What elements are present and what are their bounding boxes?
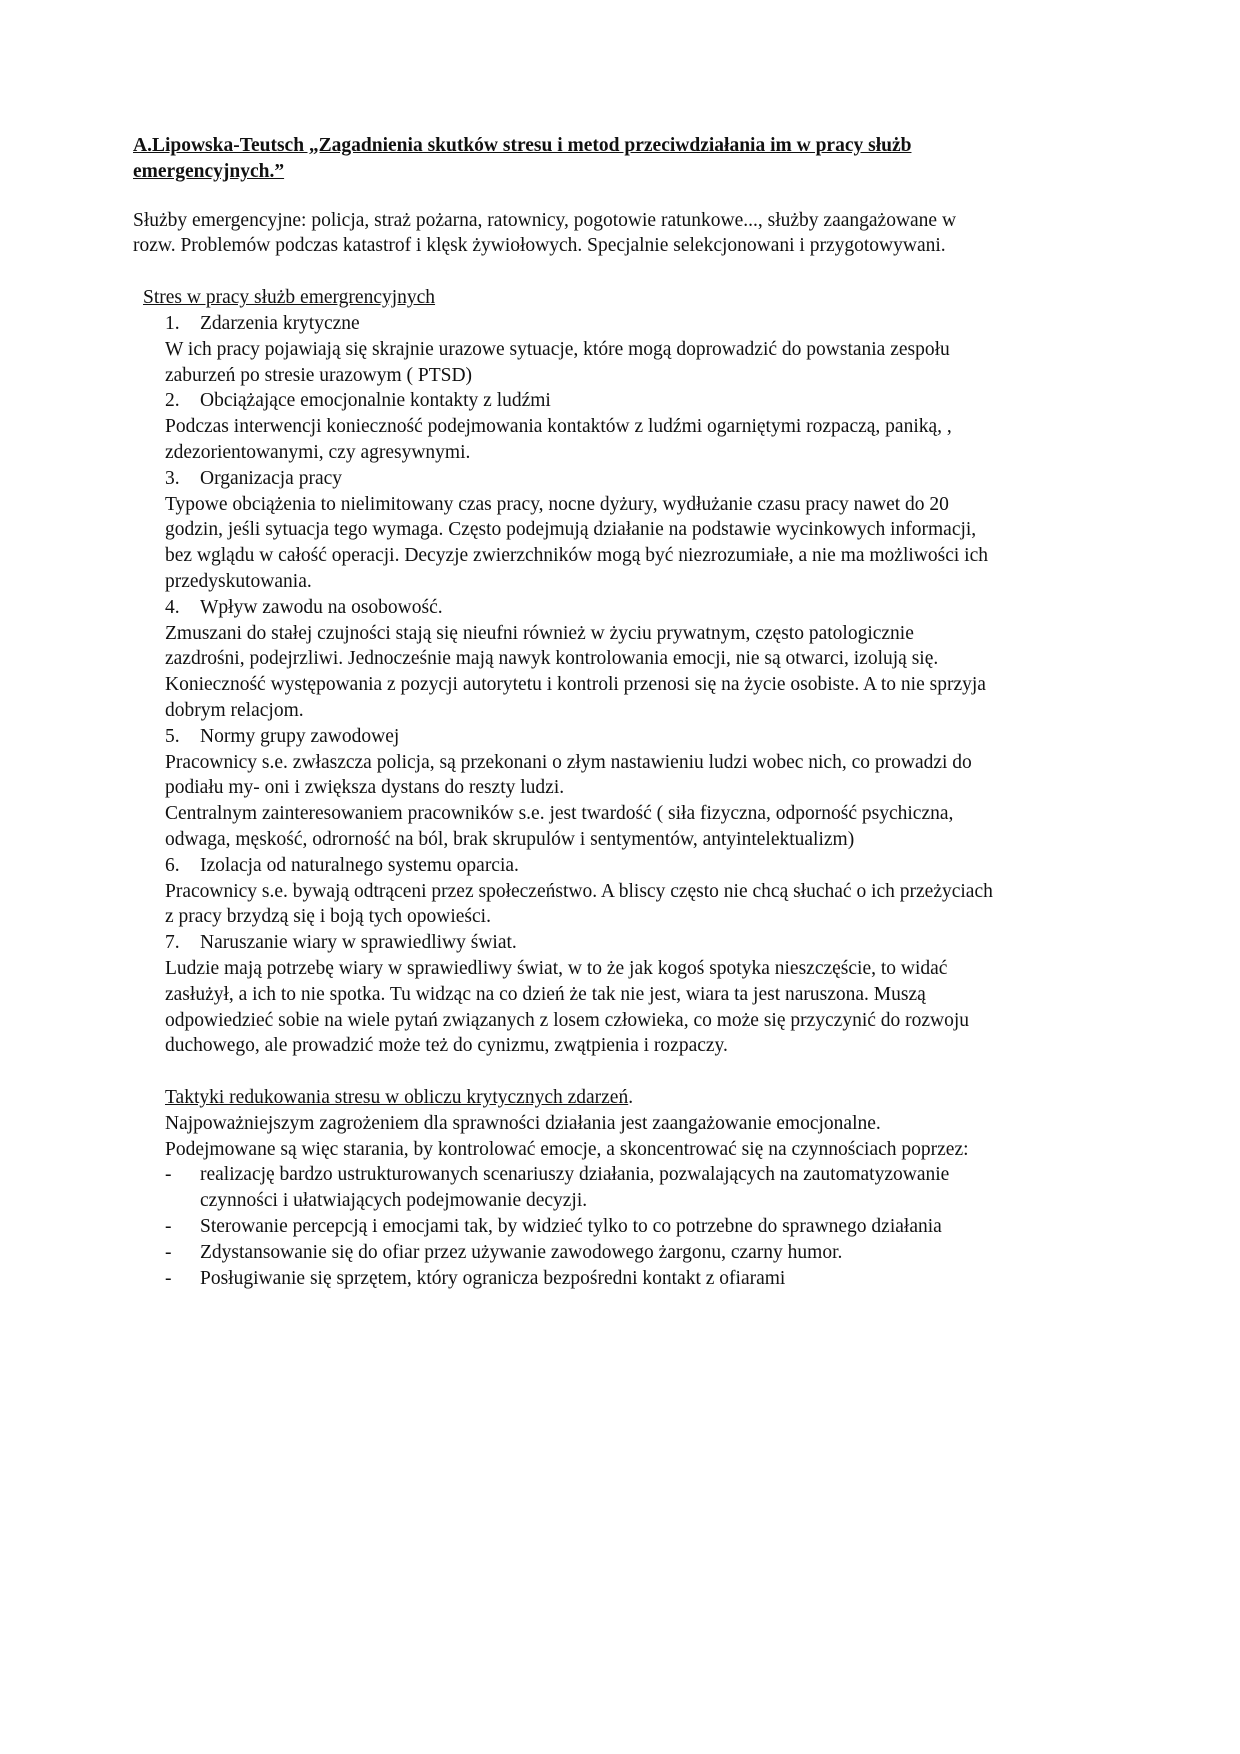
bullet-dash: - [165, 1241, 172, 1263]
stress-factors-list [165, 311, 993, 1059]
item-number: 7. [165, 932, 180, 954]
item-title: Izolacja od naturalnego systemu oparcia. [200, 854, 519, 876]
bullet-dash: - [165, 1216, 172, 1238]
item-title: Normy grupy zawodowej [200, 725, 400, 747]
section-heading [165, 1085, 993, 1111]
item-body: Podczas interwencji konieczność podejmowania kontaktów z ludźmi ogarniętymi rozpaczą, paniką, , zdezorientowanymi, czy agresywnymi. [165, 416, 952, 463]
item-title: Obciążające emocjonalnie kontakty z ludźmi [200, 390, 551, 412]
document-page [133, 133, 993, 1291]
item-number: 2. [165, 390, 180, 412]
list-item [165, 930, 993, 956]
item-body: Pracownicy s.e. bywają odtrąceni przez społeczeństwo. A bliscy często nie chcą słuchać o ich przeżyciach z pracy brzydzą się i boją tych opowieści. [165, 880, 993, 928]
bullet-item [165, 1162, 993, 1214]
item-title: Naruszanie wiary w sprawiedliwy świat. [200, 932, 517, 954]
list-item [165, 724, 993, 750]
heading-suffix: . [628, 1087, 634, 1109]
item-body: Zmuszani do stałej czujności stają się nieufni również w życiu prywatnym, często patologicznie zazdrośni, podejrzliwi. Jednocześnie mają nawyk kontrolowania emocji, nie są otwarci, izolują się. Konieczność występowania z pozycji autorytetu i kontroli przenosi się na życie osobiste. A to nie sprzyja dobrym relacjom. [165, 622, 986, 721]
tactics-intro: Najpoważniejszym zagrożeniem dla sprawności działania jest zaangażowanie emocjonalne. Podejmowane są więc starania, by kontrolować emocje, a skoncentrować się na czynnościach poprzez: [165, 1112, 969, 1160]
item-body: Typowe obciążenia to nielimitowany czas pracy, nocne dyżury, wydłużanie czasu pracy nawet do 20 godzin, jeśli sytuacja tego wymaga. Często podejmują działanie na podstawie wycinkowych informacji, bez wglądu w całość operacji. Decyzje zwierzchników mogą być niezrozumiałe, a nie ma możliwości ich przedyskutowania. [165, 493, 988, 592]
list-item [165, 853, 993, 879]
item-body: Centralnym zainteresowaniem pracowników s.e. jest twardość ( siła fizyczna, odporność psychiczna, odwaga, męskość, odrorność na ból, brak skrupulów i sentymentów, antyintelektualizm) [165, 803, 954, 850]
item-title: Organizacja pracy [200, 467, 343, 489]
item-body: W ich pracy pojawiają się skrajnie urazowe sytuacje, które mogą doprowadzić do powstania zespołu zaburzeń po stresie urazowym ( PTSD) [165, 338, 950, 386]
bullet-text: Posługiwanie się sprzętem, który ogranicza bezpośredni kontakt z ofiarami [200, 1267, 786, 1289]
item-number: 3. [165, 467, 180, 489]
item-body: Pracownicy s.e. zwłaszcza policja, są przekonani o złym nastawieniu ludzi wobec nich, co prowadzi do podiału my- oni i zwiększa dystans do reszty ludzi. [165, 751, 972, 799]
bullet-text: Sterowanie percepcją i emocjami tak, by widzieć tylko to co potrzebne do sprawnego działania [200, 1216, 942, 1238]
bullet-dash: - [165, 1164, 172, 1186]
bullet-item [165, 1266, 993, 1292]
bullet-item [165, 1240, 993, 1266]
list-item [165, 311, 993, 337]
section-stress [133, 285, 993, 1059]
item-title: Zdarzenia krytyczne [200, 312, 360, 334]
tactics-list [165, 1162, 993, 1291]
document-title: A.Lipowska-Teutsch „Zagadnienia skutków stresu i metod przeciwdziałania im w pracy służb emergencyjnych.” [133, 135, 912, 182]
item-number: 6. [165, 854, 180, 876]
section-heading: Stres w pracy służb emergrencyjnych [143, 287, 436, 309]
bullet-text: Zdystansowanie się do ofiar przez używanie zawodowego żargonu, czarny humor. [200, 1241, 843, 1263]
item-title: Wpływ zawodu na osobowość. [200, 596, 443, 618]
bullet-item [165, 1214, 993, 1240]
list-item [165, 595, 993, 621]
bullet-text: realizację bardzo ustrukturowanych scenariuszy działania, pozwalających na zautomatyzowanie czynności i ułatwiających podejmowanie decyzji. [200, 1164, 950, 1212]
tactics-heading: Taktyki redukowania stresu w obliczu krytycznych zdarzeń [165, 1087, 629, 1109]
item-number: 4. [165, 596, 180, 618]
bullet-dash: - [165, 1267, 172, 1289]
list-item [165, 466, 993, 492]
list-item [165, 388, 993, 414]
item-number: 1. [165, 312, 180, 334]
item-number: 5. [165, 725, 180, 747]
intro-paragraph: Służby emergencyjne: policja, straż pożarna, ratownicy, pogotowie ratunkowe..., służby zaangażowane w rozw. Problemów podczas katastrof i klęsk żywiołowych. Specjalnie selekcjonowani i przygotowywani. [133, 209, 957, 257]
section-tactics [165, 1085, 993, 1291]
item-body: Ludzie mają potrzebę wiary w sprawiedliwy świat, w to że jak kogoś spotyka nieszczęście, to widać zasłużył, a ich to nie spotka. Tu widząc na co dzień że tak nie jest, wiara ta jest naruszona. Muszą odpowiedzieć sobie na wiele pytań związanych z losem człowieka, co może się przyczynić do rozwoju duchowego, ale prowadzić może też do cynizmu, zwątpienia i rozpaczy. [165, 957, 970, 1057]
